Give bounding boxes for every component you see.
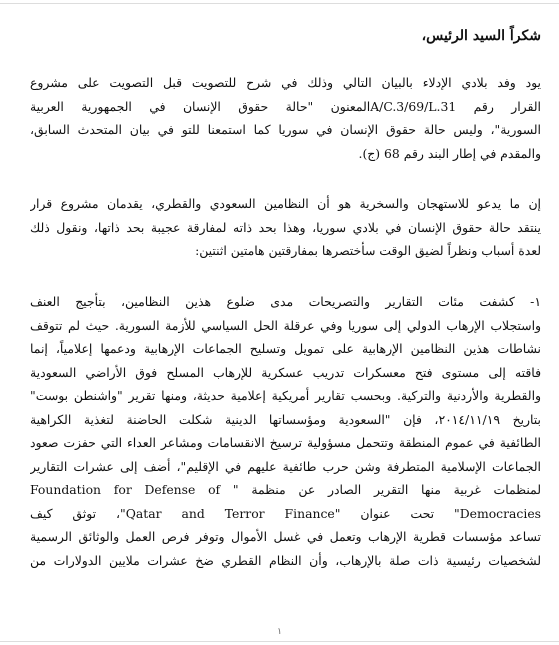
text-line: القرار رقم A/C.3/69/L.31المعنون "حالة حقوق الإنسان في الجمهورية العربية [30,98,541,114]
text-line: إن ما يدعو للاستهجان والسخرية هو أن النظامين السعودي والقطري، يقدمان مشروع قرار [30,196,541,211]
text-line: فاقته إلى مستوى فتح معسكرات تدريب عسكرية للإرهاب المسلح فوق الأراضي السعودية [30,364,541,380]
salutation: شكراً السيد الرئيس، [421,28,541,44]
text-line: واستجلاب الإرهاب الدولي إلى سوريا وفي عرقلة الحل السياسي للأزمة السورية. حيث لم تتوقف [30,317,541,333]
text-line: لمنظمات غربية منها التقرير الصادر عن منظمة " Foundation for Defense of [30,482,541,497]
page-number: ١ [277,627,282,637]
text-line: السورية"، وليس حالة حقوق الإنسان في سوريا كما استمعنا للتو في بيان المتحدث السابق، [30,122,541,137]
text-line: Democracies" تحت عنوان "Qatar and Terror Finance"، توثق كيف [30,505,541,521]
text-line: ينتقد حالة حقوق الإنسان في بلادي سوريا، وهذا بحد ذاته لمفارقة عجيبة بحد ذاتها، ونقول ذلك [30,219,541,235]
text-line: الجماعات الإسلامية المتطرفة وشن حرب طائفية عليهم في الإقليم"، أضف إلى عشرات التقارير [30,458,541,474]
text-line: بتاريخ ٢٠١٤/١١/١٩، فإن "السعودية ومؤسساتها الدينية شكلت الحاضنة لتغذية الكراهية [30,411,541,427]
text-line: تساعد مؤسسات قطرية الإرهاب وتعمل في غسل الأموال وتوفر فرص العمل والوثائق الرسمية [30,529,541,544]
paragraph-2 [30,192,541,263]
text-line: نشاطات هذين النظامين الإرهابية على تمويل وتسليح الجماعات الإرهابية ودعمها إعلامياً، إنما [30,341,541,356]
paragraph-3 [30,290,541,572]
text-line: ١- كشفت مئات التقارير والتصريحات مدى ضلوع هذين النظامين، بتأجيج العنف [30,294,541,309]
text-line: لشخصيات رئيسية ذات صلة بالإرهاب، وأن النظام القطري ضخ عشرات ملايين الدولارات من [30,552,541,568]
text-line: والمقدم في إطار البند رقم 68 (ج). [358,145,541,161]
paragraph-1 [30,71,541,165]
text-line: لعدة أسباب ونظراً لضيق الوقت سأختصرها بمفارقتين هامتين اثنتين: [195,243,541,258]
text-line: يود وفد بلادي الإدلاء بالبيان التالي وذلك في شرح للتصويت قبل التصويت على مشروع [30,75,541,90]
text-line: والقطرية والأردنية والتركية. وبحسب تقارير أمريكية إعلامية حديثة، ومنها تقرير "واشنطن بوست" [30,388,541,403]
text-line: الطائفية في عموم المنطقة وتتحمل مسؤولية ترسيخ الانقسامات ومشاعر العداء التي حفزت صعود [30,435,541,450]
